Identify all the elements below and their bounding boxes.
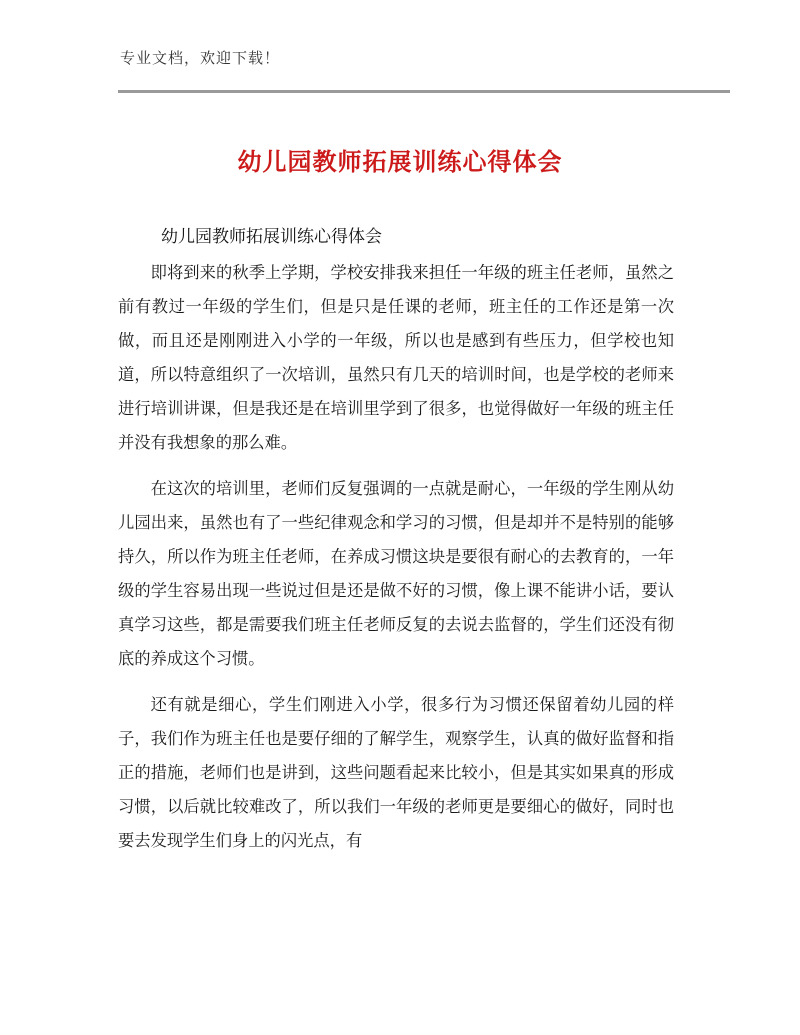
paragraph-1: 即将到来的秋季上学期，学校安排我来担任一年级的班主任老师，虽然之前有教过一年级的学生们，但是只是任课的老师，班主任的工作还是第一次做，而且还是刚刚进入小学的一年级，所以也是感到有些压力，但学校也知道，所以特意组织了一次培训，虽然只有几天的培训时间，也是学校的老师来进行培训讲课，但是我还是在培训里学到了很多，也觉得做好一年级的班主任并没有我想象的那么难。 [118,263,674,452]
header-divider [118,90,730,93]
document-subtitle: 幼儿园教师拓展训练心得体会 [161,227,382,247]
paragraph-3: 还有就是细心，学生们刚进入小学，很多行为习惯还保留着幼儿园的样子，我们作为班主任也是要仔细的了解学生，观察学生，认真的做好监督和指正的措施，老师们也是讲到，这些问题看起来比较小，但是其实如果真的形成习惯，以后就比较难改了，所以我们一年级的老师更是要细心的做好，同时也要去发现学生们身上的闪光点，有 [118,695,674,850]
header-note: 专业文档，欢迎下载！ [120,49,281,67]
document-title: 幼儿园教师拓展训练心得体会 [237,148,563,176]
paragraph-2: 在这次的培训里，老师们反复强调的一点就是耐心，一年级的学生刚从幼儿园出来，虽然也有了一些纪律观念和学习的习惯，但是却并不是特别的能够持久，所以作为班主任老师，在养成习惯这块是要很有耐心的去教育的，一年级的学生容易出现一些说过但是还是做不好的习惯，像上课不能讲小话，要认真学习这些，都是需要我们班主任老师反复的去说去监督的，学生们还没有彻底的养成这个习惯。 [118,479,674,668]
document-body [118,256,674,870]
